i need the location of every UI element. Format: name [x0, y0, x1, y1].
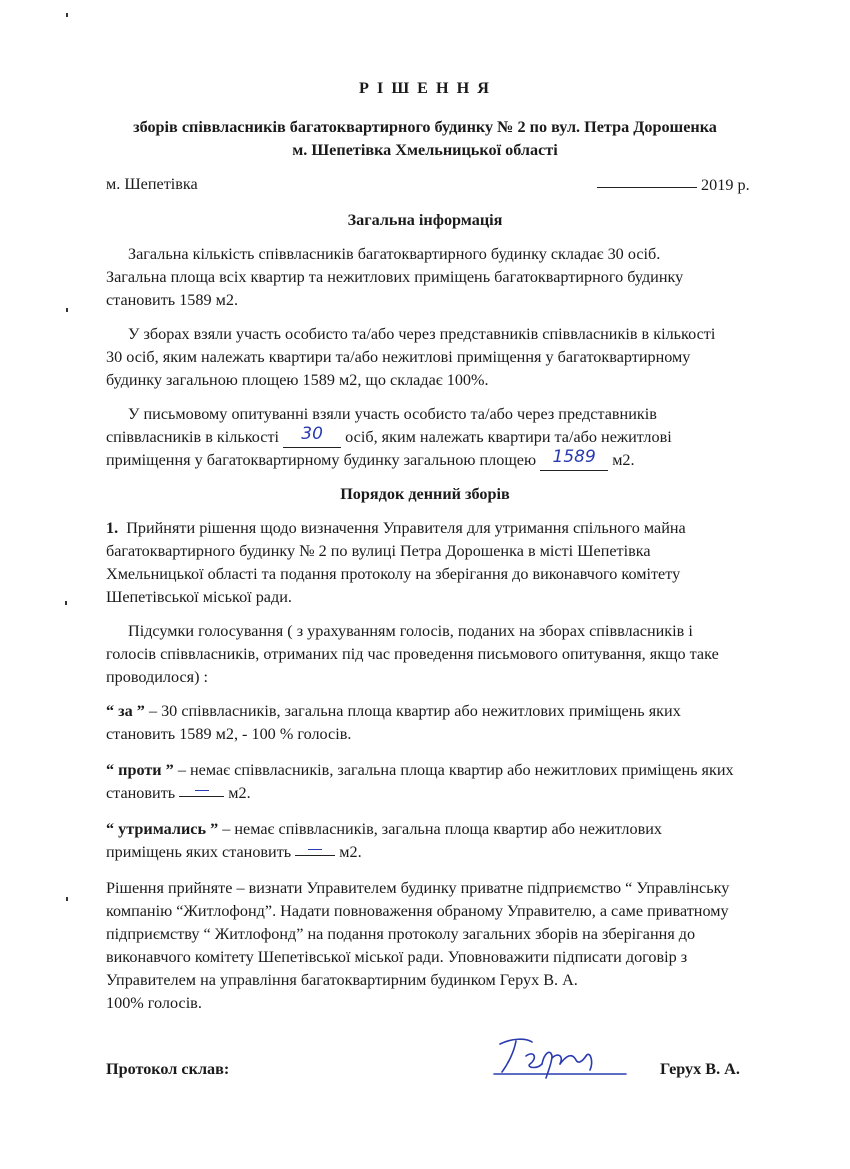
decision-line3: підприємству “ Житлофонд” на подання протоколу загальних зборів на зберігання до — [106, 925, 696, 943]
agenda-item-line2: багатоквартирного будинку № 2 по вулиці Петра Дорошенка в місті Шепетівка — [106, 542, 651, 560]
decision-line5: Управителем на управління багатоквартирним будинком Герух В. А. — [106, 971, 578, 989]
vote-for-line1 — [106, 702, 681, 721]
participants-count-handwritten: 30 — [301, 424, 323, 444]
general-p1-line1: Загальна кількість співвласників багатоквартирного будинку складає 30 осіб. — [128, 245, 661, 263]
signature-image — [486, 1030, 636, 1082]
scan-speck — [66, 897, 68, 901]
agenda-item-line4: Шепетівської міської ради. — [106, 588, 292, 606]
signer-name: Герух В. А. — [660, 1060, 740, 1078]
handwritten-dash — [195, 790, 209, 791]
handwritten-dash — [308, 849, 322, 850]
prepared-by-label: Протокол склав: — [106, 1060, 230, 1078]
general-p3-line3 — [106, 447, 635, 471]
decision-line4: виконавчого комітету Шепетівської міської ради. Уповноважити підписати договір з — [106, 948, 688, 966]
agenda-item-line1 — [106, 519, 686, 538]
document-title: Р І Ш Е Н Н Я — [359, 79, 491, 97]
vote-against-text: – немає співвласників, загальна площа квартир або нежитлових приміщень яких — [173, 761, 734, 779]
general-p1-line3: становить 1589 м2. — [106, 291, 239, 309]
decision-line6: 100% голосів. — [106, 994, 202, 1012]
scan-speck — [65, 601, 67, 605]
vote-against-line1 — [106, 761, 734, 780]
agenda-item-text: Прийняти рішення щодо визначення Управителя для утримання спільного майна — [126, 519, 686, 537]
vote-for-text: – 30 співвласників, загальна площа квартир або нежитлових приміщень яких — [144, 702, 681, 720]
agenda-item-line3: Хмельницької області та подання протоколу на зберігання до виконавчого комітету — [106, 565, 681, 583]
vote-against-label: “ проти ” — [106, 761, 174, 779]
section-general-heading: Загальна інформація — [347, 211, 503, 229]
participants-count-field — [283, 424, 341, 448]
vote-against-text: м2. — [228, 784, 251, 802]
general-p1-line2: Загальна площа всіх квартир та нежитлових приміщень багатоквартирного будинку — [106, 268, 684, 286]
against-area-field — [179, 782, 224, 797]
section-agenda-heading: Порядок денний зборів — [340, 485, 510, 503]
area-handwritten: 1589 — [552, 447, 596, 467]
results-intro-line1: Підсумки голосування ( з урахуванням голосів, поданих на зборах співвласників і — [128, 622, 693, 640]
general-p3-text: співвласників в кількості — [106, 428, 280, 446]
general-p3-line1: У письмовому опитуванні взяли участь особисто та/або через представників — [128, 405, 657, 423]
decision-line2: компанію “Житлофонд”. Надати повноваження обраному Управителю, а саме приватному — [106, 902, 729, 920]
document-subtitle-line1: зборів співвласників багатоквартирного будинку № 2 по вул. Петра Дорошенка — [133, 118, 717, 136]
results-intro-line2: голосів співвласників, отриманих під час проведення письмового опитування, якщо таке — [106, 645, 719, 663]
date-line — [597, 175, 750, 195]
general-p3-text: осіб, яким належать квартири та/або нежитлові — [345, 428, 672, 446]
date-year: 2019 р. — [701, 176, 750, 194]
results-intro-line3: проводилося) : — [106, 668, 209, 686]
general-p3-line2 — [106, 424, 672, 448]
general-p2-line3: будинку загальною площею 1589 м2, що складає 100%. — [106, 371, 489, 389]
scan-speck — [66, 13, 68, 17]
vote-abstain-line2 — [106, 843, 362, 862]
vote-abstain-text: м2. — [339, 843, 362, 861]
vote-for-label: “ за ” — [106, 702, 145, 720]
general-p2-line1: У зборах взяли участь особисто та/або через представників співвласників в кількості — [128, 325, 716, 343]
abstain-area-field — [295, 841, 335, 856]
vote-against-text: становить — [106, 784, 176, 802]
decision-line1: Рішення прийняте – визнати Управителем будинку приватне підприємство “ Управлінську — [106, 879, 730, 897]
general-p3-text: м2. — [612, 451, 635, 469]
general-p3-text: приміщення у багатоквартирному будинку загальною площею — [106, 451, 537, 469]
date-blank — [597, 173, 697, 188]
vote-against-line2 — [106, 784, 251, 803]
document-subtitle-line2: м. Шепетівка Хмельницької області — [292, 141, 558, 159]
vote-abstain-text: – немає співвласників, загальна площа квартир або нежитлових — [218, 820, 662, 838]
vote-abstain-label: “ утримались ” — [106, 820, 219, 838]
vote-abstain-line1 — [106, 820, 662, 839]
vote-abstain-text: приміщень яких становить — [106, 843, 292, 861]
vote-for-line2: становить 1589 м2, - 100 % голосів. — [106, 725, 352, 743]
area-field — [540, 447, 608, 471]
city: м. Шепетівка — [106, 175, 198, 193]
agenda-item-number: 1. — [106, 519, 119, 537]
general-p2-line2: 30 осіб, яким належать квартири та/або нежитлові приміщення у багатоквартирному — [106, 348, 691, 366]
scan-speck — [66, 308, 68, 312]
